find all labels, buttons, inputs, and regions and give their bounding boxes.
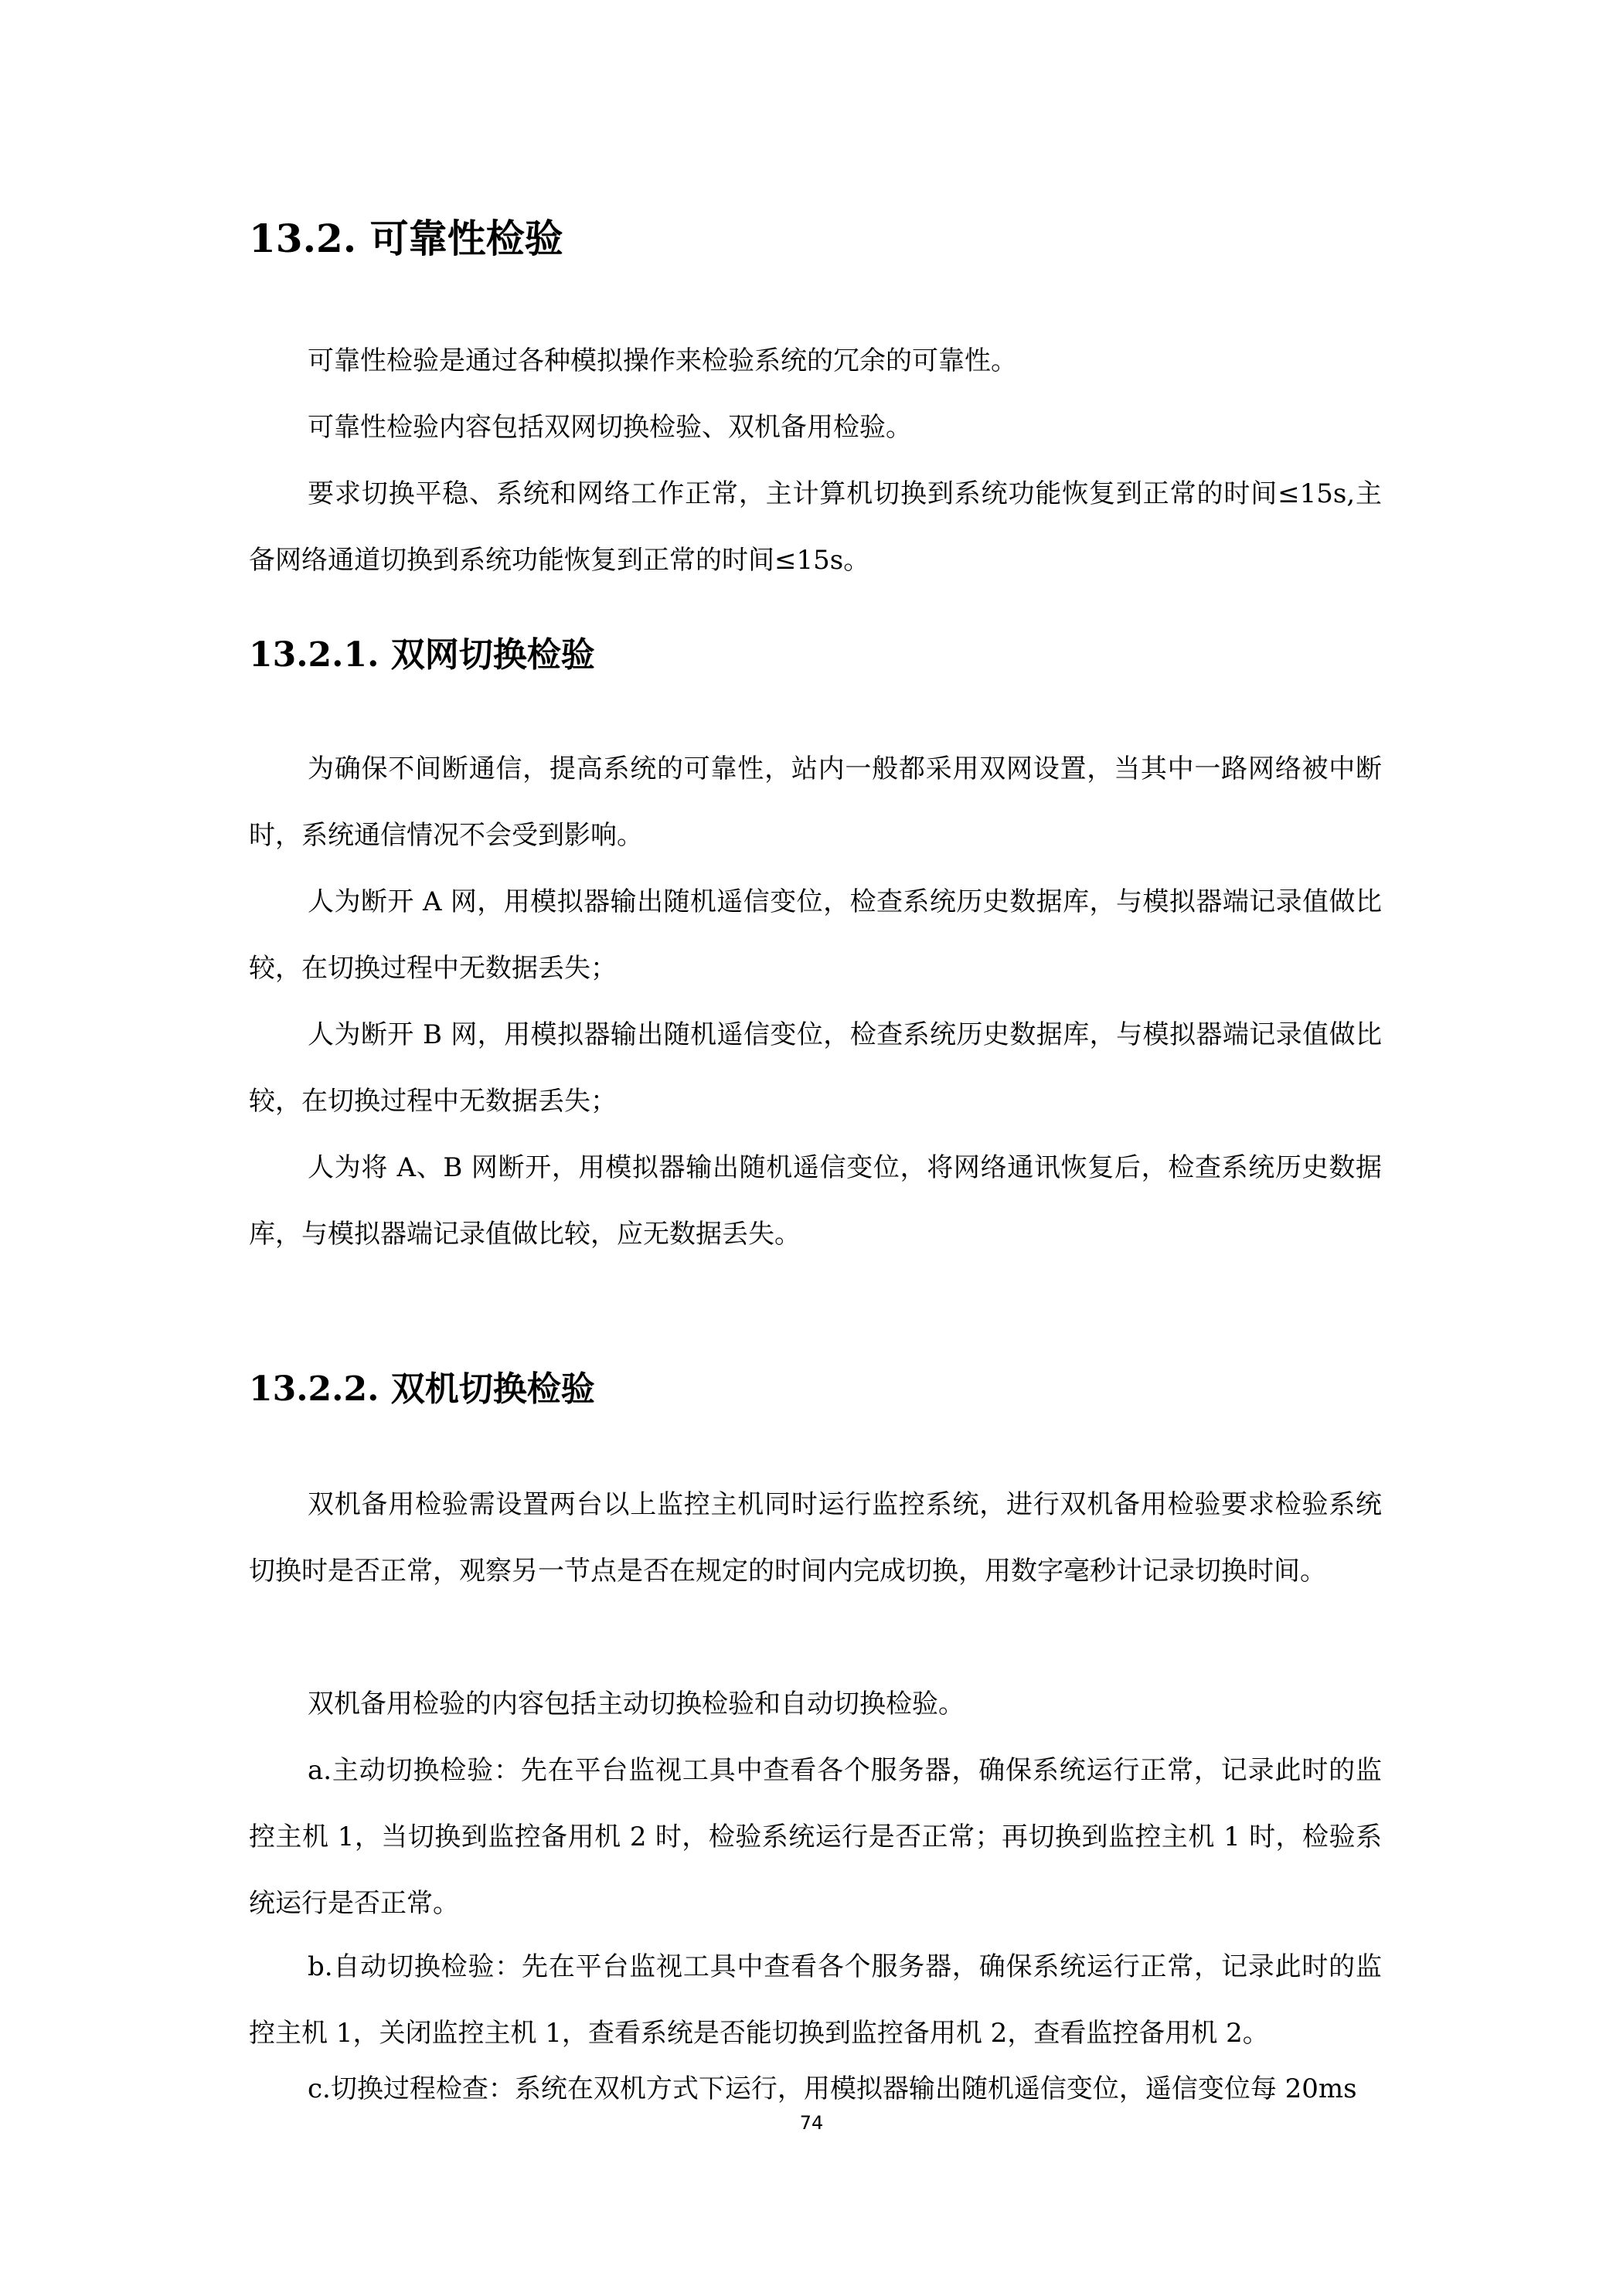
section-heading: 13.2. 可靠性检验 (249, 216, 563, 261)
paragraph: 双机备用检验的内容包括主动切换检验和自动切换检验。 (308, 1689, 965, 1719)
paragraph: a.主动切换检验：先在平台监视工具中查看各个服务器，确保系统运行正常，记录此时的监控主机 1，当切换到监控备用机 2 时，检验系统运行是否正常；再切换到监控主机 1 时，检验系统运行是否正常。 (249, 1755, 1382, 1919)
paragraph: 可靠性检验内容包括双网切换检验、双机备用检验。 (308, 412, 912, 443)
page-number: 74 (799, 2112, 824, 2134)
paragraph: b.自动切换检验：先在平台监视工具中查看各个服务器，确保系统运行正常，记录此时的监控主机 1，关闭监控主机 1，查看系统是否能切换到监控备用机 2，查看监控备用机 2。 (249, 1951, 1382, 2049)
subsection-heading: 13.2.2. 双机切换检验 (249, 1369, 595, 1409)
paragraph: 人为断开 A 网，用模拟器输出随机遥信变位，检查系统历史数据库，与模拟器端记录值做比较，在切换过程中无数据丢失； (249, 886, 1382, 984)
paragraph: 人为断开 B 网，用模拟器输出随机遥信变位，检查系统历史数据库，与模拟器端记录值做比较，在切换过程中无数据丢失； (249, 1019, 1382, 1117)
subsection-heading: 13.2.1. 双网切换检验 (249, 635, 595, 675)
paragraph: 为确保不间断通信，提高系统的可靠性，站内一般都采用双网设置，当其中一路网络被中断时，系统通信情况不会受到影响。 (249, 753, 1382, 851)
paragraph: 双机备用检验需设置两台以上监控主机同时运行监控系统，进行双机备用检验要求检验系统切换时是否正常，观察另一节点是否在规定的时间内完成切换，用数字毫秒计记录切换时间。 (249, 1489, 1382, 1587)
paragraph: 人为将 A、B 网断开，用模拟器输出随机遥信变位，将网络通讯恢复后，检查系统历史数据库，与模拟器端记录值做比较，应无数据丢失。 (249, 1152, 1382, 1250)
paragraph: c.切换过程检查：系统在双机方式下运行，用模拟器输出随机遥信变位，遥信变位每 20ms (308, 2073, 1357, 2104)
paragraph: 可靠性检验是通过各种模拟操作来检验系统的冗余的可靠性。 (308, 345, 1017, 376)
paragraph: 要求切换平稳、系统和网络工作正常，主计算机切换到系统功能恢复到正常的时间≤15s,主备网络通道切换到系统功能恢复到正常的时间≤15s。 (249, 478, 1382, 576)
